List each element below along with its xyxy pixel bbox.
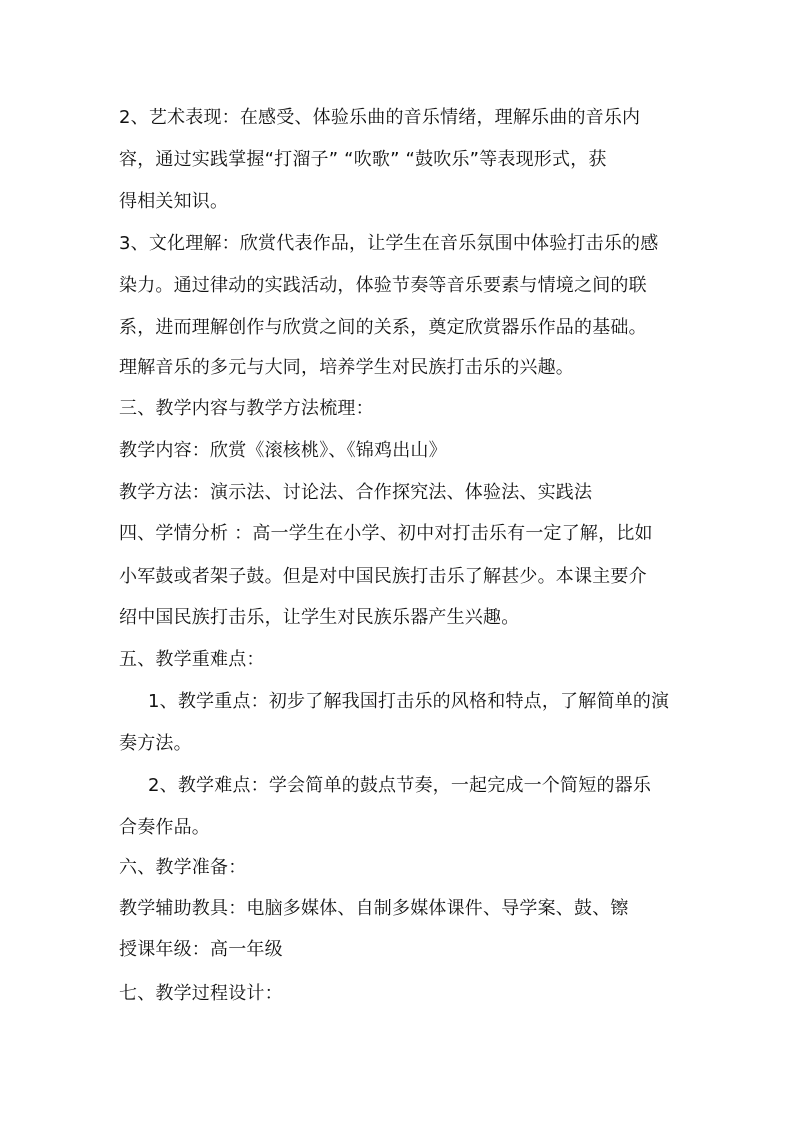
teaching-aids-line: 教学辅助教具：电脑多媒体、自制多媒体课件、导学案、鼓、镲 [119, 898, 629, 919]
difficulty-line-2: 合奏作品。 [119, 817, 210, 838]
objective-art-expression-line-2: 容，通过实践掌握“打溜子” “吹歌” “鼓吹乐”等表现形式，获 [119, 149, 607, 170]
key-point-line-2: 奏方法。 [119, 733, 192, 754]
section-heading-key-points: 五、教学重难点： [119, 649, 265, 670]
section-heading-preparation: 六、教学准备： [119, 857, 247, 878]
objective-art-expression-line-3: 得相关知识。 [119, 191, 229, 212]
teaching-content-line: 教学内容：欣赏《滚核桃》、《锦鸡出山》 [119, 440, 447, 461]
student-analysis-line-2: 小军鼓或者架子鼓。但是对中国民族打击乐了解甚少。本课主要介 [119, 566, 647, 587]
grade-line: 授课年级：高一年级 [119, 939, 283, 960]
objective-culture-line-3: 系，进而理解创作与欣赏之间的关系，奠定欣赏器乐作品的基础。 [119, 317, 647, 338]
student-analysis-line-3: 绍中国民族打击乐，让学生对民族乐器产生兴趣。 [119, 607, 520, 628]
objective-culture-line-2: 染力。通过律动的实践活动，体验节奏等音乐要素与情境之间的联 [119, 275, 647, 296]
teaching-methods-line: 教学方法：演示法、讨论法、合作探究法、体验法、实践法 [119, 482, 593, 503]
student-analysis-line-1: 四、学情分析 ：高一学生在小学、初中对打击乐有一定了解，比如 [119, 523, 653, 544]
section-heading-process-design: 七、教学过程设计： [119, 983, 283, 1004]
objective-art-expression-line-1: 2、艺术表现：在感受、体验乐曲的音乐情绪，理解乐曲的音乐内 [119, 107, 641, 128]
objective-culture-line-1: 3、文化理解：欣赏代表作品，让学生在音乐氛围中体验打击乐的感 [119, 233, 659, 254]
objective-culture-line-4: 理解音乐的多元与大同，培养学生对民族打击乐的兴趣。 [119, 357, 574, 378]
section-heading-content-methods: 三、教学内容与教学方法梳理： [119, 398, 374, 419]
key-point-line-1: 1、教学重点：初步了解我国打击乐的风格和特点，了解简单的演 [148, 691, 670, 712]
difficulty-line-1: 2、教学难点：学会简单的鼓点节奏，一起完成一个简短的器乐 [148, 775, 652, 796]
